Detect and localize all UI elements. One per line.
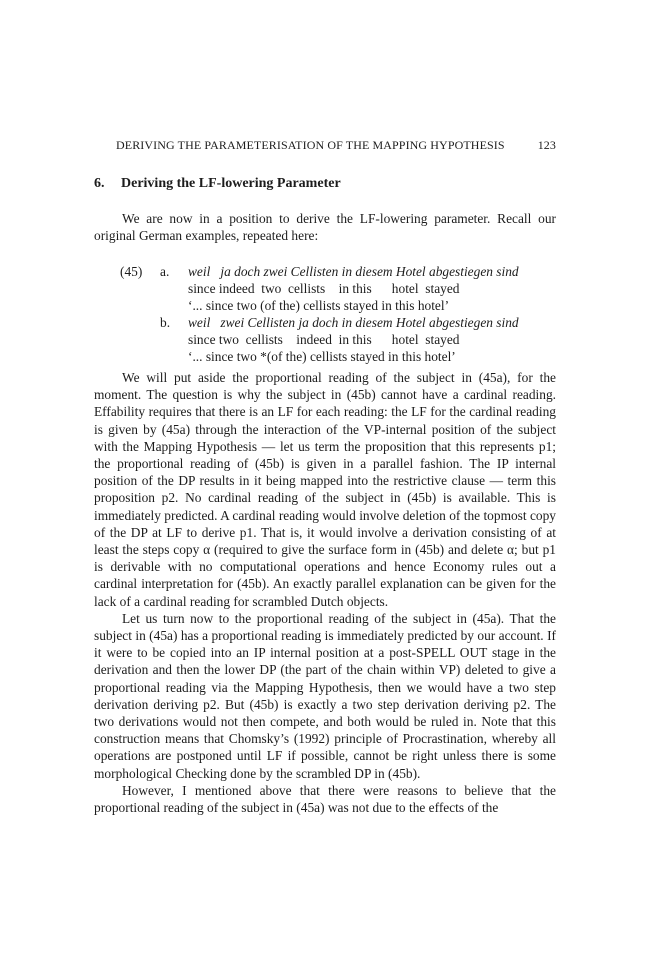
paragraph-3: However, I mentioned above that there were reasons to believe that the proportional reading of the subject in (45a) was not due to the effects of the [94, 782, 556, 816]
running-header-title: DERIVING THE PARAMETERISATION OF THE MAPPING HYPOTHESIS [116, 138, 505, 152]
paragraph-1: We will put aside the proportional reading of the subject in (45a), for the moment. The question is why the subject in (45b) cannot have a cardinal reading. Effability requires that there is an LF for each reading: the LF for the cardinal reading is given by (45a) through the interaction of the VP-internal position of the subject with the Mapping Hypothesis — let us term the proposition that this represents p1; the proportional reading of (45b) is given in a parallel fashion. The IP internal position of the DP results in it being mapped into the restrictive clause — term this proposition p2. No cardinal reading of the subject in (45b) is available. This is immediately predicted. A cardinal reading would involve deletion of the topmost copy of the DP at LF to derive p1. That is, it would involve a derivation consisting of at least the steps copy α (required to give the surface form in (45b) and delete α; but p1 is derivable with no computational operations and hence Economy rules out a cardinal interpretation for (45b). An exactly parallel explanation can be given for the lack of a cardinal reading for scrambled Dutch objects. [94, 370, 556, 609]
example-number: (45) [120, 264, 143, 279]
example-45b-gloss: since two cellists indeed in this hotel stayed [188, 332, 460, 347]
main-text [94, 369, 556, 816]
example-45a-gloss: since indeed two cellists in this hotel stayed [188, 281, 460, 296]
example-45a-german: weil ja doch zwei Cellisten in diesem Hotel abgestiegen sind [188, 264, 519, 279]
example-45b-gloss-row [94, 331, 556, 348]
example-45a-translation: ‘... since two (of the) cellists stayed in this hotel’ [188, 298, 450, 313]
example-45b-translation-row [94, 348, 556, 365]
example-45a-gloss-row [94, 280, 556, 297]
intro-paragraph: We are now in a position to derive the LF-lowering parameter. Recall our original German examples, repeated here: [94, 211, 556, 244]
example-45a-translation-row [94, 297, 556, 314]
example-45b-german: weil zwei Cellisten ja doch in diesem Hotel abgestiegen sind [188, 315, 519, 330]
section-number: 6. [94, 176, 105, 191]
intro-paragraph-block [94, 210, 556, 244]
section-heading [94, 176, 341, 192]
example-letter-b: b. [160, 315, 171, 330]
example-45a-german-row [94, 263, 556, 280]
page-number: 123 [537, 138, 556, 152]
paragraph-2: Let us turn now to the proportional reading of the subject in (45a). That the subject in (45a) has a proportional reading is immediately predicted by our account. If it were to be copied into an IP internal position at a post-SPELL OUT stage in the derivation and then the lower DP (the part of the chain within VP) deleted to give a proportional reading via the Mapping Hypothesis, then we would have a two step derivation deriving p2. But (45b) is exactly a two step derivation deriving p2. The two derivations would not then compete, and both would be ruled in. Note that this construction means that Chomsky’s (1992) principle of Procrastination, whereby all operations are postponed until LF if possible, cannot be right unless there is some morphological Checking done by the scrambled DP in (45b). [94, 610, 556, 781]
section-title: Deriving the LF-lowering Parameter [121, 176, 341, 191]
example-45b-german-row [94, 314, 556, 331]
example-45b-translation: ‘... since two *(of the) cellists stayed in this hotel’ [188, 349, 456, 364]
example-45 [94, 263, 556, 365]
example-letter-a: a. [160, 264, 170, 279]
